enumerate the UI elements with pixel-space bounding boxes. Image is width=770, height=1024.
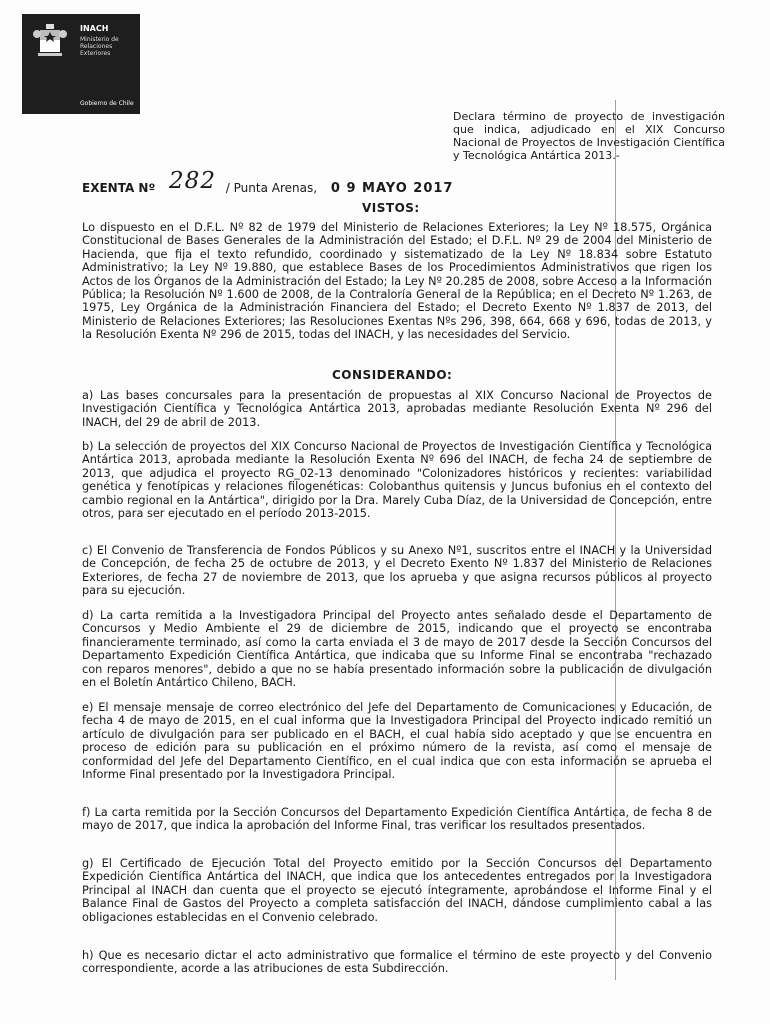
considerando-heading: CONSIDERANDO:: [332, 368, 453, 382]
considerando-item-a: a) Las bases concursales para la presentación de propuestas al XIX Concurso Nacional de Proyectos de Investigación Científica y Tecnológica Antártica 2013, aprobadas mediante Resolución Exenta Nº 296 del INACH, del 29 de abril de 2013.: [82, 389, 712, 429]
resolution-place: / Punta Arenas,: [225, 181, 318, 195]
org-name: INACH: [80, 24, 109, 33]
vistos-heading: VISTOS:: [362, 201, 420, 215]
resolution-line: [82, 168, 454, 196]
considerando-item-d: d) La carta remitida a la Investigadora Principal del Proyecto antes señalado desde el Departamento de Concursos y Medio Ambiente el 29 de diciembre de 2015, indicando que el proyecto se encontraba financieramente terminado, así como la carta enviada el 3 de mayo de 2017 desde la Sección Concursos del Departamento Expedición Científica Antártica, que indicaba que su Informe Final se encontraba "rechazado con reparos menores", debido a que no se había presentado información sobre la publicación de divulgación en el Boletín Antártico Chileno, BACH.: [82, 609, 712, 690]
subject-summary: Declara término de proyecto de investigación que indica, adjudicado en el XIX Concurso Nacional de Proyectos de Investigación Científica y Tecnológica Antártica 2013.-: [453, 110, 725, 162]
considerando-item-b: b) La selección de proyectos del XIX Concurso Nacional de Proyectos de Investigación Científica y Tecnológica Antártica 2013, aprobada mediante la Resolución Exenta Nº 696 del INACH, de fecha 24 de septiembre de 2013, que adjudica el proyecto RG_02-13 denominado "Colonizadores históricos y recientes: variabilidad genética y fenotípicas y relaciones filogenéticas: Colobanthus quitensis y Juncus bufonius en el contexto del cambio regional en la Antártica", dirigido por la Dra. Marely Cuba Díaz, de la Universidad de Concepción, entre otros, para ser ejecutado en el período 2013-2015.: [82, 440, 712, 521]
considerando-item-f: f) La carta remitida por la Sección Concursos del Departamento Expedición Científica Antártica, de fecha 8 de mayo de 2017, que indica la aprobación del Informe Final, tras verificar los resultados presentados.: [82, 806, 712, 833]
government-label: Gobierno de Chile: [80, 100, 134, 107]
vistos-paragraph: Lo dispuesto en el D.F.L. Nº 82 de 1979 del Ministerio de Relaciones Exteriores; la Ley Nº 18.575, Orgánica Constitucional de Bases Generales de la Administración del Estado; el D.F.L. Nº 29 de 2004 del Ministerio de Hacienda, que fija el texto refundido, coordinado y sistematizado de la Ley Nº 18.834 sobre Estatuto Administrativo; la Ley Nº 19.880, que establece Bases de los Procedimientos Administrativos que rigen los Actos de los Órganos de la Administración del Estado; la Ley Nº 20.285 de 2008, sobre Acceso a la Información Pública; la Resolución Nº 1.600 de 2008, de la Contraloría General de la República; en el Decreto Nº 1.263, de 1975, Ley Orgánica de la Administración Financiera del Estado; el Decreto Exento Nº 1.837 de 2013, del Ministerio de Relaciones Exteriores; las Resoluciones Exentas Nºs 296, 398, 664, 668 y 696, todas de 2013, y la Resolución Exenta Nº 296 de 2015, todas del INACH, y las necesidades del Servicio.: [82, 221, 712, 342]
considerando-item-e: e) El mensaje mensaje de correo electrónico del Jefe del Departamento de Comunicaciones y Educación, de fecha 4 de mayo de 2015, en el cual informa que la Investigadora Principal del Proyecto indicado remitió un artículo de divulgación para ser publicado en el BACH, el cual había sido aceptado y que se encuentra en proceso de edición para su publicación en el próximo número de la revista, así como el mensaje de conformidad del Jefe del Departamento Científico, en el cual indica que con esta información se aprueba el Informe Final presentado por la Investigadora Principal.: [82, 701, 712, 782]
coat-of-arms-icon: [32, 22, 68, 60]
inach-logo: [22, 14, 140, 114]
resolution-date-stamp: 0 9 MAYO 2017: [330, 181, 454, 196]
considerando-item-g: g) El Certificado de Ejecución Total del Proyecto emitido por la Sección Concursos del Departamento Expedición Científica Antártica del INACH, que indica que los antecedentes entregados por la Investigadora Principal al INACH dan cuenta que el proyecto se ejecutó íntegramente, aprobándose el Informe Final y el Balance Final de Gastos del Proyecto a completa satisfacción del INACH, dándose cumplimiento cabal a las obligaciones establecidas en el Convenio celebrado.: [82, 857, 712, 924]
considerando-item-h: h) Que es necesario dictar el acto administrativo que formalice el término de este proyecto y del Convenio correspondiente, acorde a las atribuciones de esta Subdirección.: [82, 949, 712, 976]
org-subtitle: Ministerio de Relaciones Exteriores: [80, 36, 119, 57]
considerando-item-c: c) El Convenio de Transferencia de Fondos Públicos y su Anexo Nº1, suscritos entre el INACH y la Universidad de Concepción, de fecha 25 de octubre de 2013, y el Decreto Exento Nº 1.837 del Ministerio de Relaciones Exteriores, de fecha 27 de noviembre de 2013, que los aprueba y que asigna recursos públicos al proyecto para su ejecución.: [82, 544, 712, 598]
resolution-number: 282: [169, 168, 216, 194]
exenta-label: EXENTA Nº: [82, 181, 156, 195]
